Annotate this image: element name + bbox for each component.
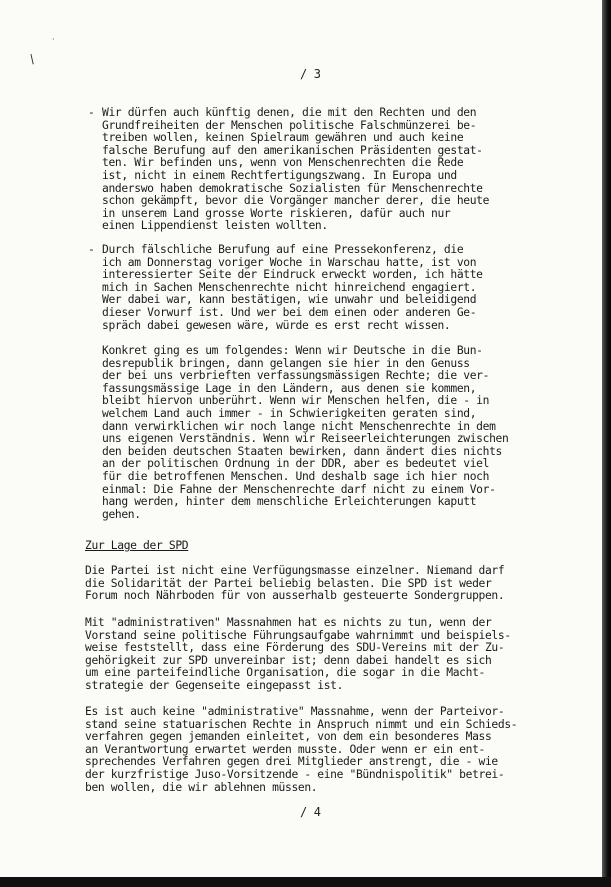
bullet-paragraph-1 xyxy=(88,107,558,233)
bullet-text: Wir dürfen auch künftig denen, die mit den Rechten und den Grundfreiheiten der Menschen politische Falschmünzerei be- treiben wollen, keinen Spielraum gewähren und auch keine falsche Berufung auf den amerikanischen Präsidenten gestat- ten. Wir befinden uns, wenn von Menschenrechten die Rede ist, nicht in einem Rechtfertigungszwang. In Europa und anderswo haben demokratische Sozialisten für Menschenrechte schon gekämpft, bevor die Vorgänger mancher derer, die heute in unserem Land grosse Worte riskieren, dafür auch nur einen Lippendienst leisten wollten. xyxy=(102,106,490,233)
paragraph-konkret: Konkret ging es um folgendes: Wenn wir Deutsche in die Bun- desrepublik bringen, dann gelangen sie hier in den Genuss der bei uns verbrieften verfassungsmässigen Rechte; die ver- fassungsmässige Lage in den Ländern, aus denen sie kommen, bleibt hiervon unberührt. Wenn wir Menschen helfen, die - in welchem Land auch immer - in Schwierigkeiten geraten sind, dann verwirklichen wir noch lange nicht Menschenrechte in dem uns eigenen Verständnis. Wenn wir Reiseerleichterungen zwischen den beiden deutschen Staaten bewirken, dann ändert dies nichts an der politischen Ordnung in der DDR, aber es bedeutet viel für die betroffenen Menschen. Und deshalb sage ich hier noch einmal: Die Fahne der Menschenrechte darf nicht zu einem Vor- hang werden, hinter dem menschliche Erleichterungen kaputt gehen. xyxy=(102,344,509,521)
bullet-paragraph-2 xyxy=(88,244,558,332)
scan-edge-right xyxy=(602,0,611,887)
pen-mark: / xyxy=(26,51,38,67)
scan-edge-bottom xyxy=(0,877,611,887)
bullet-dash: - xyxy=(88,243,95,256)
paragraph-spd-1: Die Partei ist nicht eine Verfügungsmasse einzelner. Niemand darf die Solidarität der Partei beliebig belasten. Die SPD ist weder Forum noch Nährboden für von ausserhalb gesteuerte Sondergruppen. xyxy=(85,564,505,603)
paragraph-spd-3: Es ist auch keine "administrative" Massnahme, wenn der Parteivor- stand seine statuarischen Rechte in Anspruch nimmt und ein Schieds- verfahren gegen jemanden einleitet, von dem ein besonderes Mass an Verantwortung erwartet werden musste. Oder wenn er ein ent- sprechendes Verfahren gegen drei Mitglieder anstrengt, die - wie der kurzfristige Juso-Vorsitzende - eine "Bündnispolitik" betrei- ben wollen, die wir ablehnen müssen. xyxy=(85,705,518,794)
section-heading: Zur Lage der SPD xyxy=(85,539,189,552)
page-number-bottom: / 4 xyxy=(300,805,321,819)
dot-mark: · xyxy=(52,35,55,44)
page-number-top: / 3 xyxy=(300,67,321,81)
bullet-text: Durch fälschliche Berufung auf eine Pressekonferenz, die ich am Donnerstag voriger Woche in Warschau hatte, ist von interessierter Seite der Eindruck erweckt worden, ich hätte mich in Sachen Menschenrechte nicht hinreichend engagiert. Wer dabei war, kann bestätigen, wie unwahr und beleidigend dieser Vorwurf ist. Und wer bei dem einen oder anderen Ge- spräch dabei gewesen wäre, würde es erst recht wissen. xyxy=(102,243,483,332)
paragraph-spd-2: Mit "administrativen" Massnahmen hat es nichts zu tun, wenn der Vorstand seine politische Führungsaufgabe wahrnimmt und beispiels- weise feststellt, dass eine Förderung des SDU-Vereins mit der Zu- gehörigkeit zur SPD unvereinbar ist; denn dabei handelt es sich um eine parteifeindliche Organisation, die sogar in die Macht- strategie der Gegenseite eingepasst ist. xyxy=(85,616,511,692)
bullet-dash: - xyxy=(88,106,95,119)
